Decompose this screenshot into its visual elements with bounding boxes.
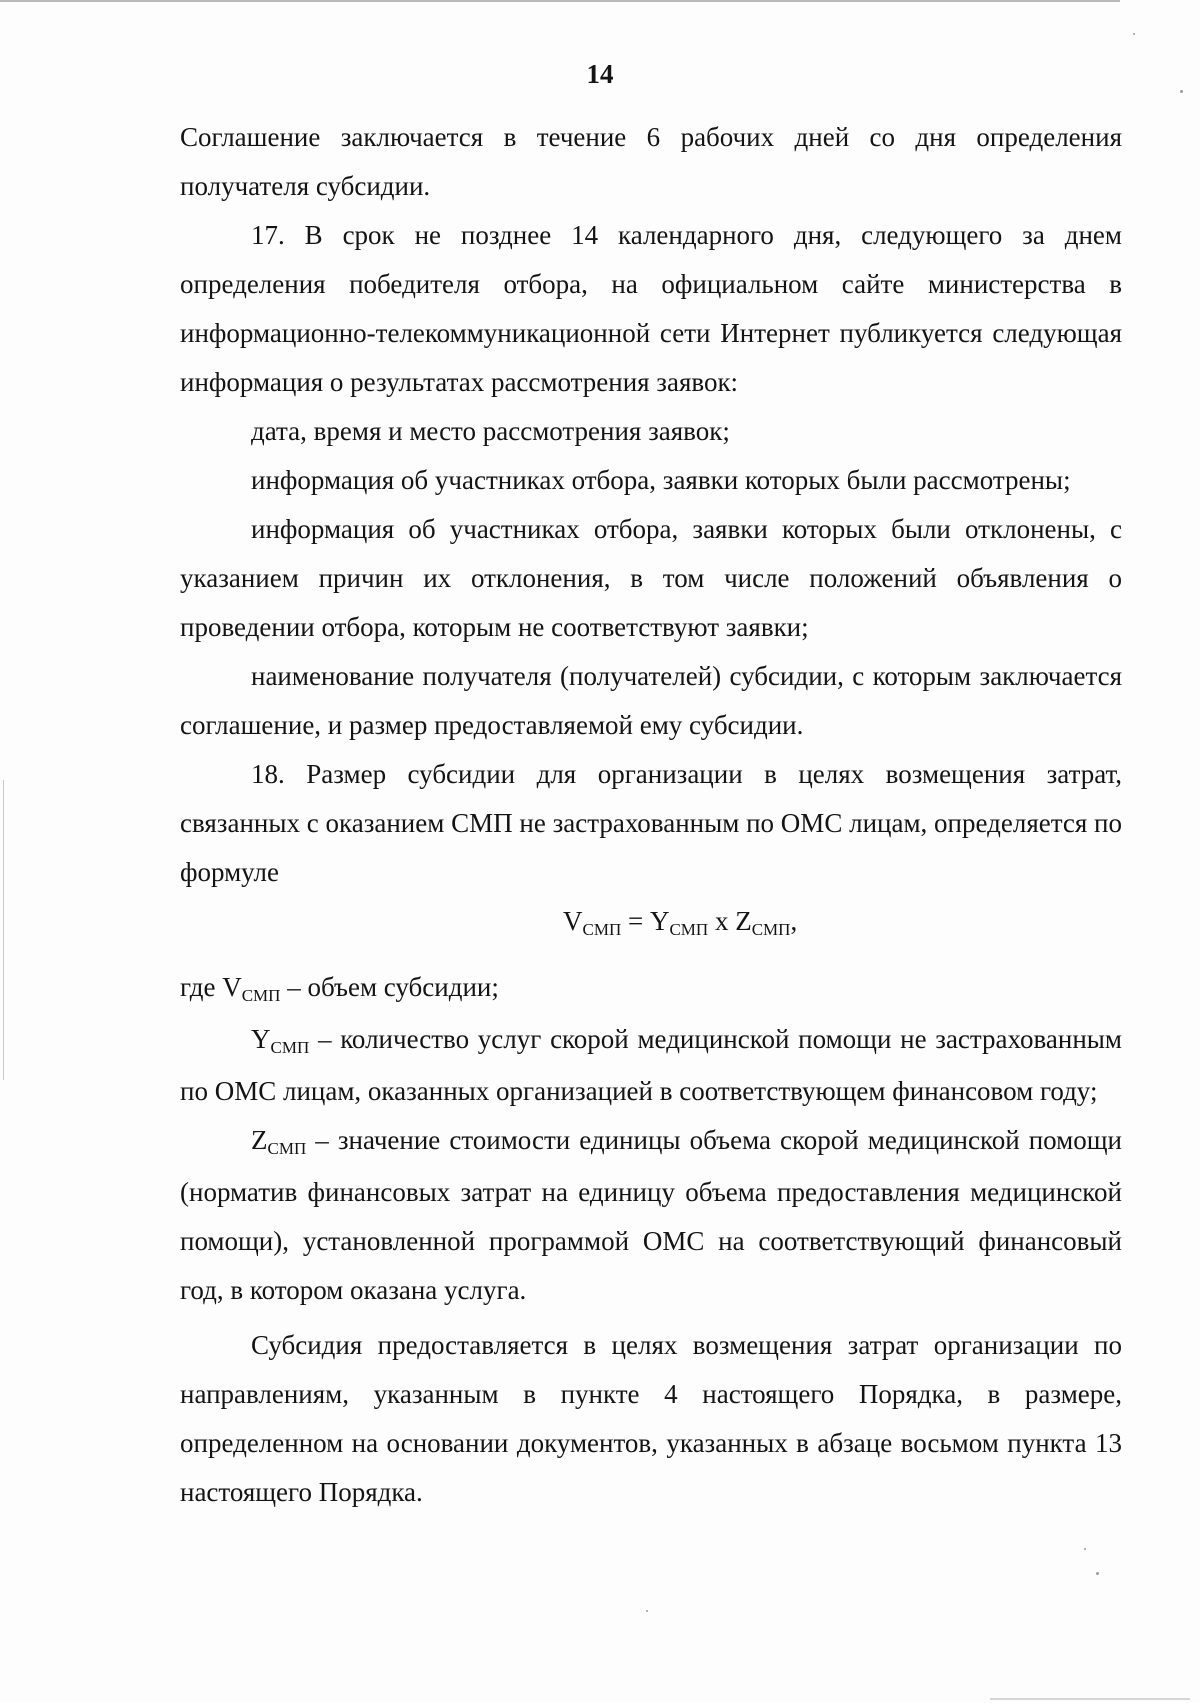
paragraph-subsidy-provision: Субсидия предоставляется в целях возмещения затрат организации по направлениям, указанным в пункте 4 настоящего Порядка, в размере, определенном на основании документов, указанных в абзаце восьмом пункта 13 настоящего Порядка. — [180, 1330, 1122, 1507]
scan-edge — [3, 780, 4, 1080]
formula-end: , — [790, 906, 798, 936]
definition-z-sub: СМП — [267, 1139, 307, 1158]
definition-y-sub: СМП — [270, 1038, 310, 1057]
definition-y-symbol: Y — [251, 1024, 271, 1054]
formula-times: x — [708, 906, 736, 936]
definition-v-lead: где V — [180, 972, 242, 1002]
formula-v: V — [563, 906, 583, 936]
formula-y-sub: СМП — [669, 920, 709, 939]
subsidy-formula — [180, 897, 1122, 946]
definition-z-symbol: Z — [251, 1125, 268, 1155]
paragraph-17: 17. В срок не позднее 14 календарного дня, следующего за днем определения победителя отбора, на официальном сайте министерства в информационно-телекоммуникационной сети Интернет публикуется следующая информация о результатах рассмотрения заявок: — [180, 220, 1122, 397]
page-number: 14 — [586, 59, 614, 89]
definition-z — [180, 1116, 1122, 1315]
scan-speck — [1180, 90, 1183, 93]
scan-speck — [1084, 1548, 1086, 1550]
definition-y-text: – количество услуг скорой медицинской помощи не застрахованным по ОМС лицам, оказанных организацией в соответствующем финансовом году; — [180, 1024, 1122, 1106]
list-item-recipient-name: наименование получателя (получателей) субсидии, с которым заключается соглашение, и размер предоставляемой ему субсидии. — [180, 661, 1122, 740]
top-rule — [0, 0, 1120, 2]
definition-v — [180, 963, 1122, 1015]
formula-v-sub: СМП — [582, 920, 622, 939]
definition-v-text: – объем субсидии; — [280, 972, 499, 1002]
definition-y — [180, 1015, 1122, 1116]
paragraph-agreement-term: Соглашение заключается в течение 6 рабочих дней со дня определения получателя субсидии. — [180, 122, 1122, 201]
body-text — [180, 113, 1122, 1517]
list-item-reviewed-participants: информация об участниках отбора, заявки которых были рассмотрены; — [251, 465, 1071, 495]
scan-speck — [1096, 1572, 1099, 1575]
formula-z: Z — [735, 906, 752, 936]
list-item-rejected-participants: информация об участниках отбора, заявки которых были отклонены, с указанием причин их отклонения, в том числе положений объявления о проведении отбора, которым не соответствуют заявки; — [180, 514, 1122, 642]
scan-edge — [990, 1698, 1190, 1700]
list-item-date-time-place: дата, время и место рассмотрения заявок; — [251, 416, 730, 446]
formula-y: Y — [649, 906, 670, 936]
scan-speck — [1133, 33, 1135, 35]
definition-v-sub: СМП — [241, 986, 281, 1005]
formula-equals: = — [621, 906, 650, 936]
definition-z-text: – значение стоимости единицы объема скорой медицинской помощи (норматив финансовых затрат на единицу объема предоставления медицинской помощи), установленной программой ОМС на соответствующий финансовый год, в котором оказана услуга. — [180, 1125, 1122, 1305]
formula-z-sub: СМП — [751, 920, 791, 939]
scan-speck — [646, 1610, 648, 1612]
paragraph-18: 18. Размер субсидии для организации в целях возмещения затрат, связанных с оказанием СМП не застрахованным по ОМС лицам, определяется по формуле — [180, 759, 1122, 887]
